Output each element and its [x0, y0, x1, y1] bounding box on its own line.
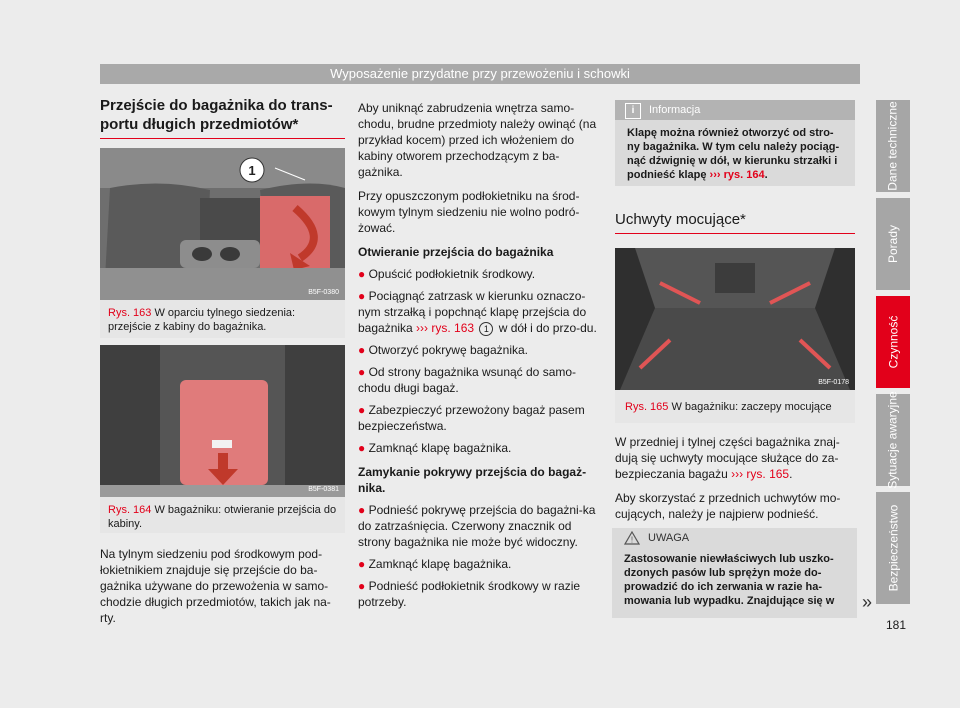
svg-text:!: !	[630, 535, 634, 545]
rear-seat-image	[100, 148, 345, 300]
section-title-tie-downs: Uchwyty mocujące*	[615, 210, 855, 234]
middle-column	[358, 100, 603, 616]
list-item: ● Opuścić podłokietnik środkowy.	[358, 267, 536, 281]
figure-code: B5F-0381	[308, 486, 339, 493]
figure-link[interactable]: ››› rys. 163	[416, 321, 475, 335]
paragraph: Przy opuszczonym podłokietniku na środ-kowym tylnym siedzeniu nie wolno podró-żować.	[358, 189, 580, 235]
title-divider	[100, 138, 345, 139]
tab-czynnosc[interactable]: Czynność	[876, 296, 910, 388]
figure-164	[100, 345, 345, 533]
figure-ref: Rys. 163	[108, 307, 152, 319]
figure-ref: Rys. 164	[108, 504, 152, 516]
trunk-tie-downs-image	[615, 248, 855, 390]
callout-marker: 1	[479, 322, 493, 336]
figure-caption: Rys. 164 W bagażniku: otwieranie przejścia do kabiny.	[108, 504, 337, 530]
subheading-close: Zamykanie pokrywy przejścia do bagaż-nika.	[358, 465, 587, 495]
trunk-passage-image	[100, 345, 345, 497]
warning-box	[612, 528, 857, 618]
tab-porady[interactable]: Porady	[876, 198, 910, 290]
page-number: 181	[885, 618, 906, 632]
paragraph: Aby skorzystać z przednich uchwytów mo-cujących, należy je najpierw podnieść.	[615, 491, 841, 521]
tab-dane-techniczne[interactable]: Dane techniczne	[876, 100, 910, 192]
subheading-open: Otwieranie przejścia do bagażnika	[358, 245, 554, 259]
list-item: ● Otworzyć pokrywę bagażnika.	[358, 343, 528, 357]
list-item: ● Zamknąć klapę bagażnika.	[358, 557, 512, 571]
paragraph: W przedniej i tylnej części bagażnika znaj-dują się uchwyty mocujące służące do za-bezpieczania bagażu ››› rys. 165.	[615, 435, 840, 481]
info-box	[615, 100, 855, 186]
svg-text:1: 1	[248, 163, 256, 178]
warning-icon	[624, 531, 640, 545]
info-box-text: Klapę można również otworzyć od stro-ny bagażnika. W tym celu należy pociąg-nąć dźwignię w dół, w kierunku strzałki i podnieść klapę ››› rys. 164.	[627, 127, 840, 181]
figure-165	[615, 248, 855, 423]
paragraph: Aby uniknąć zabrudzenia wnętrza samo-chodu, brudne przedmioty należy owinąć (na przykład kocem) przed ich włożeniem do kabiny otworem przechodzącym z ba-gażnika.	[358, 101, 597, 179]
list-item: ● Podnieść podłokietnik środkowy w razie potrzeby.	[358, 579, 581, 609]
info-icon: i	[625, 103, 641, 119]
info-box-header: i Informacja	[615, 100, 855, 120]
page-header: Wyposażenie przydatne przy przewożeniu i schowki	[100, 64, 860, 84]
list-item: ● Od strony bagażnika wsunąć do samo-chodu długi bagaż.	[358, 365, 577, 395]
list-item: ● Podnieść pokrywę przejścia do bagażni-ka do zatrzaśnięcia. Czerwony znacznik od strony bagażnika nie może być widoczny.	[358, 503, 596, 549]
figure-caption: Rys. 165 W bagażniku: zaczepy mocujące	[625, 401, 832, 413]
title-divider	[615, 233, 855, 234]
figure-163	[100, 148, 345, 338]
left-column	[100, 96, 345, 139]
tie-downs-text	[615, 434, 857, 530]
tab-sytuacje-awaryjne[interactable]: Sytuacje awaryjne	[876, 394, 910, 486]
intro-paragraph: Na tylnym siedzeniu pod środkowym pod-łokietnikiem znajduje się przejście do ba-gażnika używane do przewożenia w samo-chodzie długich przedmiotów, takich jak na-rty.	[100, 547, 331, 625]
section-title-passage: Przejście do bagażnika do trans- portu długich przedmiotów*	[100, 97, 333, 133]
list-item: ● Zabezpieczyć przewożony bagaż pasem bezpieczeństwa.	[358, 403, 585, 433]
figure-caption: Rys. 163 W oparciu tylnego siedzenia: przejście z kabiny do bagażnika.	[108, 307, 296, 333]
figure-link[interactable]: ››› rys. 164	[709, 169, 765, 181]
figure-code: B5F-0178	[818, 379, 849, 386]
figure-code: B5F-0380	[308, 289, 339, 296]
list-item: ● Zamknąć klapę bagażnika.	[358, 441, 512, 455]
figure-ref: Rys. 165	[625, 401, 669, 413]
list-item: ● Pociągnąć zatrzask w kierunku oznaczo-nym strzałką i popchnąć klapę przejścia do bagażnika ››› rys. 163 1 w dół i do przo-du.	[358, 289, 597, 335]
figure-link[interactable]: ››› rys. 165	[731, 467, 790, 481]
warning-text: Zastosowanie niewłaściwych lub uszko-dzonych pasów lub sprężyn może do-prowadzić do ich zerwania w razie ha-mowania lub wypadku. Znajdujące się w	[624, 553, 835, 607]
tab-bezpieczenstwo[interactable]: Bezpieczeństwo	[876, 492, 910, 604]
warning-box-header: ! UWAGA	[612, 528, 857, 548]
continue-marker: »	[862, 592, 873, 612]
